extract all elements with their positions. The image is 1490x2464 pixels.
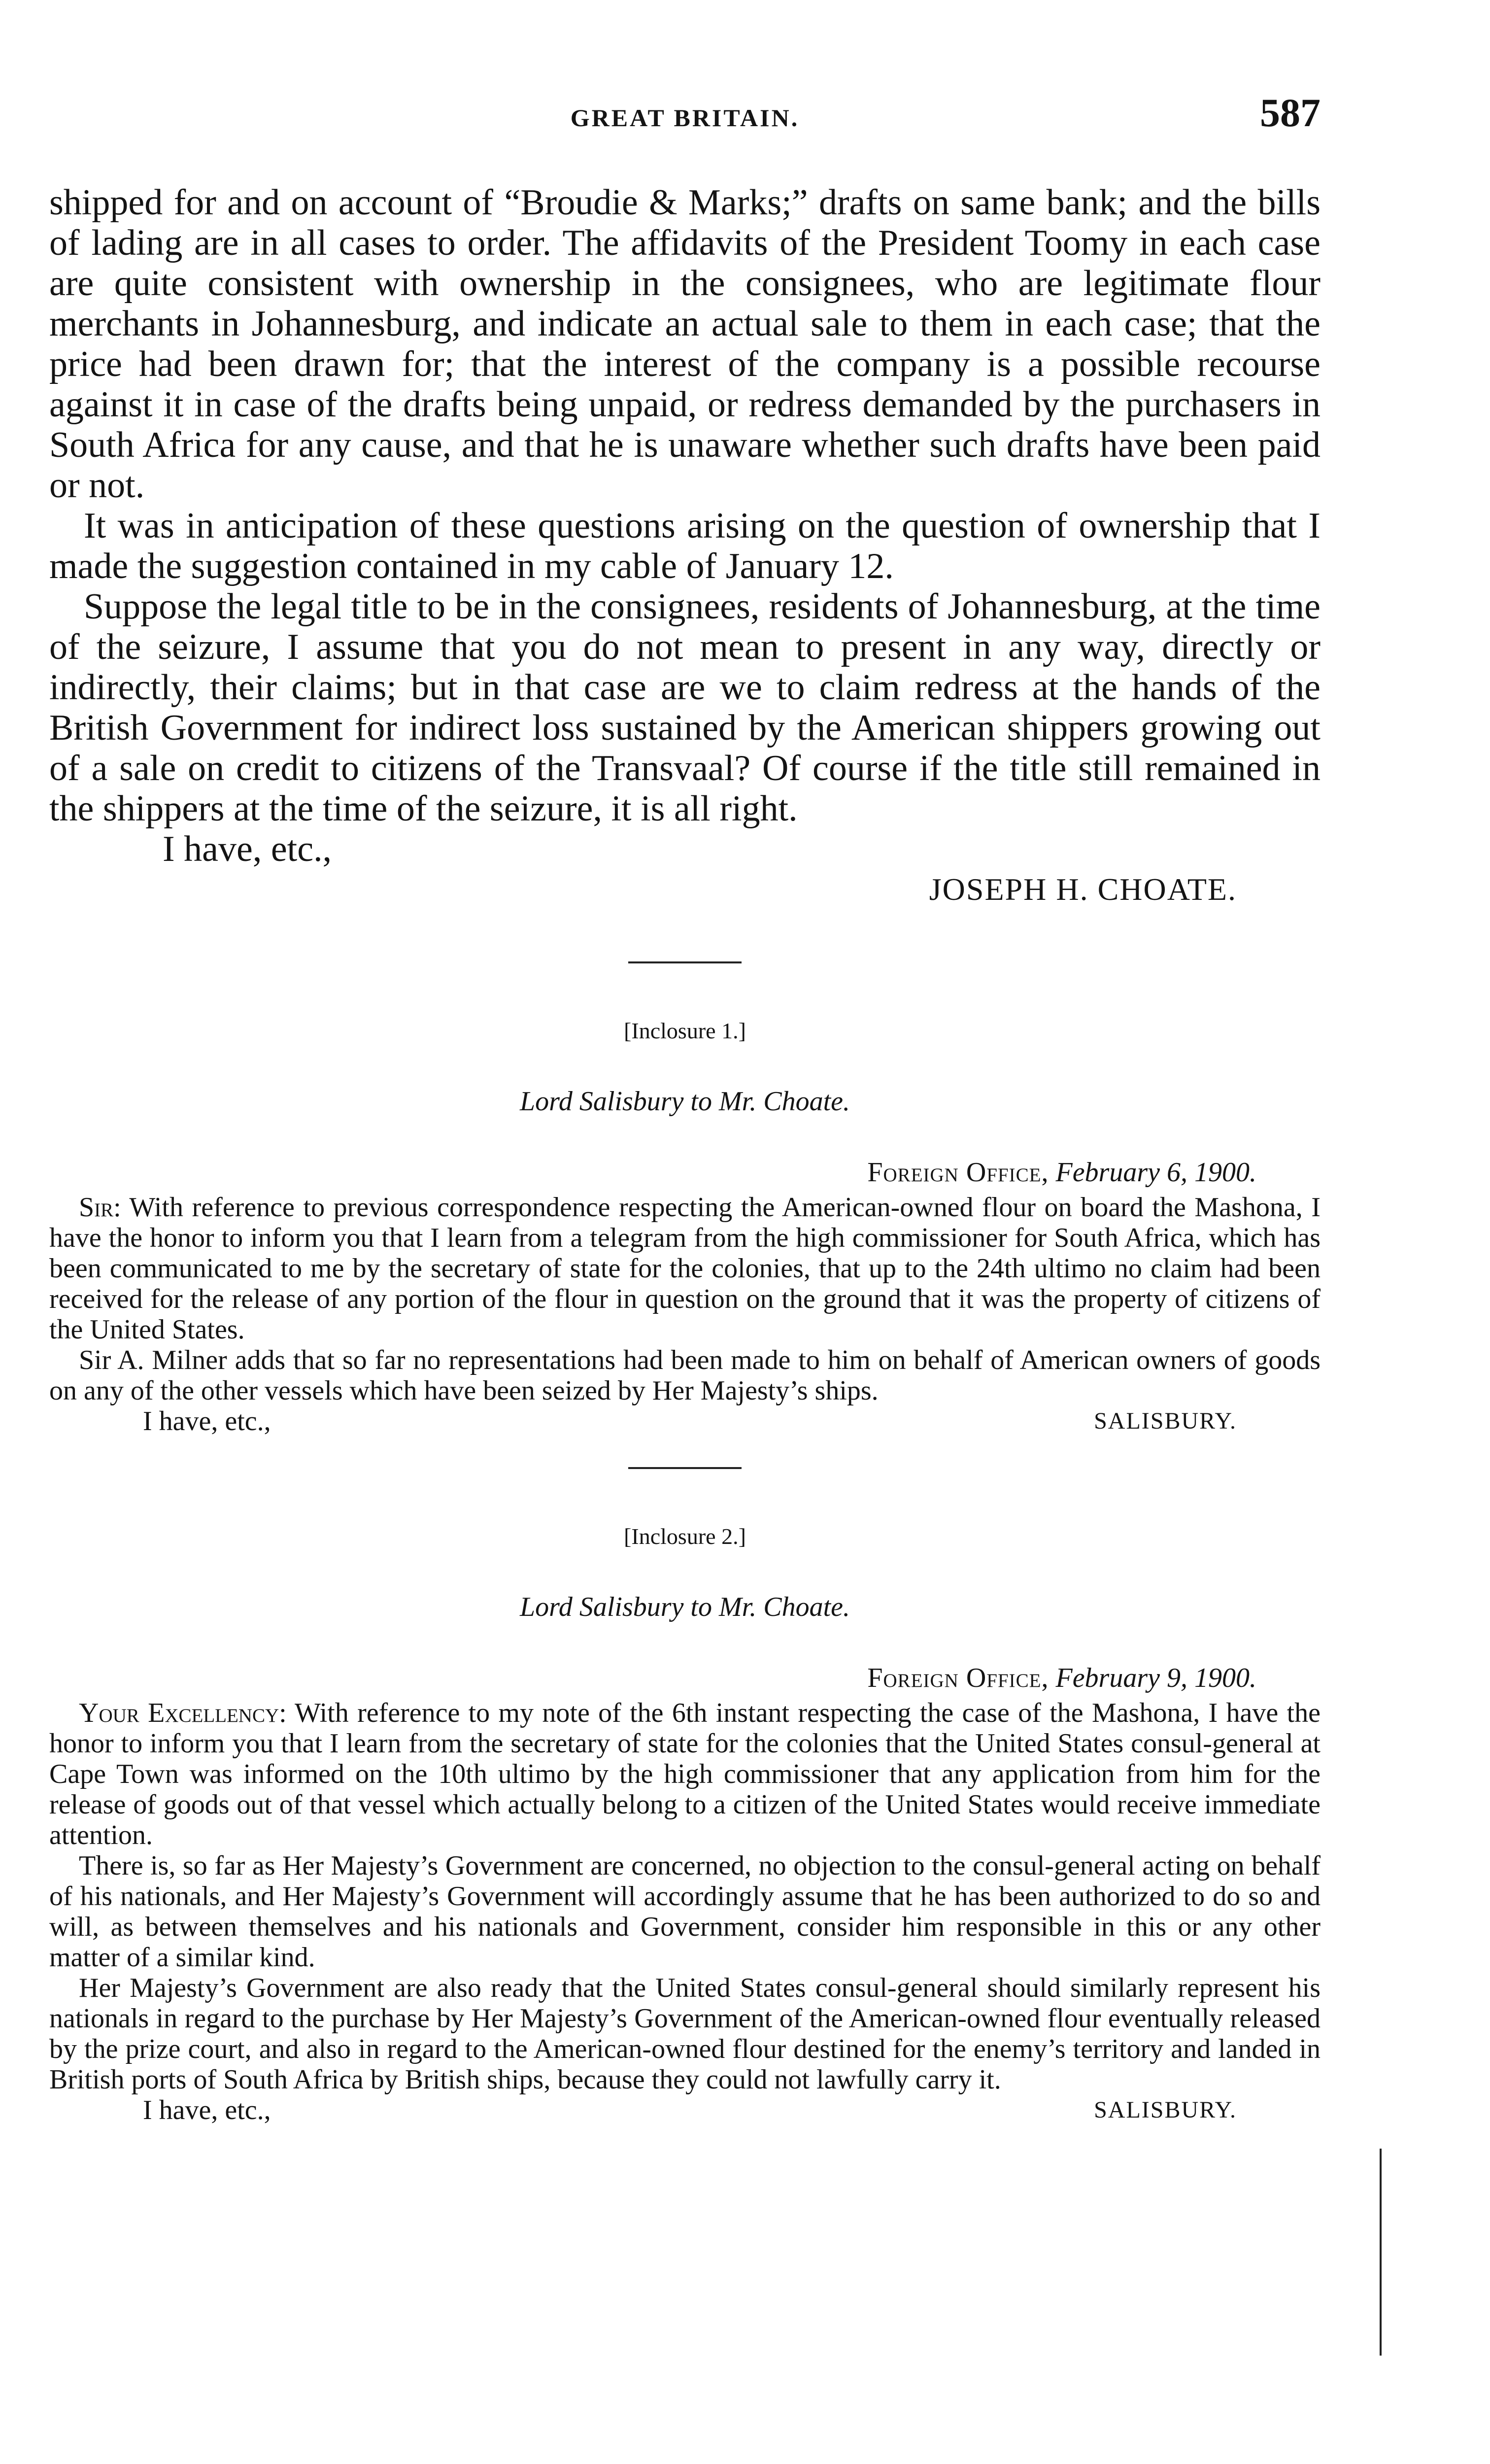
inclosure-body	[49, 1698, 1321, 2126]
inclosure-label: [Inclosure 1.]	[624, 1018, 746, 1043]
letter-date: February 6, 1900.	[1055, 1157, 1256, 1188]
page-body	[49, 182, 1321, 2126]
letter-paragraph: It was in anticipation of these questions arising on the question of ownership that I made the suggestion contained in my cable of January 12.	[49, 506, 1321, 586]
paragraph-text: With reference to previous correspondence respecting the American-owned flour on board the Mashona, I have the honor to inform you that I learn from a telegram from the high commissioner for South Africa, which has been communicated to me by the secretary of state for the colonies, that up to the 24th ultimo no claim had been received for the release of any portion of the flour in question on the ground that it was the property of citizens of the United States.	[49, 1192, 1321, 1345]
running-title: GREAT BRITAIN.	[570, 104, 800, 132]
letter-paragraph: Suppose the legal title to be in the consignees, residents of Johannesburg, at the time of the seizure, I assume that you do not mean to present in any way, directly or indirectly, their claims; but in that case are we to claim redress at the hands of the British Government for indirect loss sustained by the American shippers growing out of a sale on credit to citizens of the Transvaal? Of course if the title still remained in the shippers at the time of the seizure, it is all right.	[49, 586, 1321, 829]
letter-date: February 9, 1900.	[1055, 1663, 1256, 1693]
letter-signature: JOSEPH H. CHOATE.	[929, 872, 1237, 907]
inclosure-paragraph	[49, 1192, 1321, 1345]
inclosure-paragraph: Sir A. Milner adds that so far no representations had been made to him on behalf of American owners of goods on any of the other vessels which have been seized by Her Majesty’s ships.	[49, 1345, 1321, 1406]
letter-paragraph: shipped for and on account of “Broudie & Marks;” drafts on same bank; and the bills of lading are in all cases to order. The affidavits of the President Toomy in each case are quite consistent with ownership in the consignees, who are legitimate flour merchants in Johannesburg, and indicate an actual sale to them in each case; that the price had been drawn for; that the interest of the company is a possible recourse against it in case of the drafts being unpaid, or redress demanded by the purchasers in South Africa for any cause, and that he is unaware whether such drafts have been paid or not.	[49, 182, 1321, 506]
salutation: Sir:	[79, 1192, 121, 1223]
paragraph-text: With reference to my note of the 6th instant respecting the case of the Mashona, I have the honor to inform you that I learn from the secretary of state for the colonies that the United States consul-general at Cape Town was informed on the 10th ultimo by the high commissioner that any application from him for the release of goods out of that vessel which actually belong to a citizen of the United States would receive immediate attention.	[49, 1698, 1321, 1850]
inclosure-paragraph	[49, 1698, 1321, 1850]
inclosure-paragraph: Her Majesty’s Government are also ready that the United States consul-general should similarly represent his nationals in regard to the purchase by Her Majesty’s Government of the American-owned flour eventually released by the prize court, and also in regard to the American-owned flour destined for the enemy’s territory and landed in British ports of South Africa by British ships, because they could not lawfully carry it.	[49, 1973, 1321, 2095]
choate-letter	[49, 182, 1321, 910]
page-header	[49, 84, 1321, 143]
inclosure-label: [Inclosure 2.]	[624, 1524, 746, 1549]
salutation: Your Excellency:	[79, 1698, 287, 1728]
margin-mark	[1380, 2149, 1382, 2356]
closing-line	[49, 2095, 1321, 2126]
dateline	[49, 1662, 1256, 1694]
closing: I have, etc.,	[143, 1406, 271, 1437]
section-divider	[628, 1467, 742, 1469]
inclosure-body	[49, 1192, 1321, 1437]
signature: SALISBURY.	[1094, 2097, 1237, 2123]
letter-closing: I have, etc.,	[163, 829, 332, 869]
closing-line	[49, 1406, 1321, 1437]
inclosure-paragraph: There is, so far as Her Majesty’s Government are concerned, no objection to the consul-general acting on behalf of his nationals, and Her Majesty’s Government will accordingly assume that he has been authorized to do so and will, as between themselves and his nationals and Government, consider him responsible in this or any other matter of a similar kind.	[49, 1850, 1321, 1973]
section-divider	[628, 961, 742, 963]
office-name: Foreign Office,	[867, 1663, 1049, 1693]
page-number: 587	[1260, 90, 1321, 135]
office-name: Foreign Office,	[867, 1157, 1049, 1188]
inclosure-2	[49, 1523, 1321, 2126]
inclosure-1	[49, 1018, 1321, 1437]
correspondence-heading: Lord Salisbury to Mr. Choate.	[520, 1086, 850, 1117]
signature: SALISBURY.	[1094, 1408, 1237, 1434]
dateline	[49, 1157, 1256, 1188]
closing: I have, etc.,	[143, 2095, 271, 2125]
correspondence-heading: Lord Salisbury to Mr. Choate.	[520, 1592, 850, 1622]
